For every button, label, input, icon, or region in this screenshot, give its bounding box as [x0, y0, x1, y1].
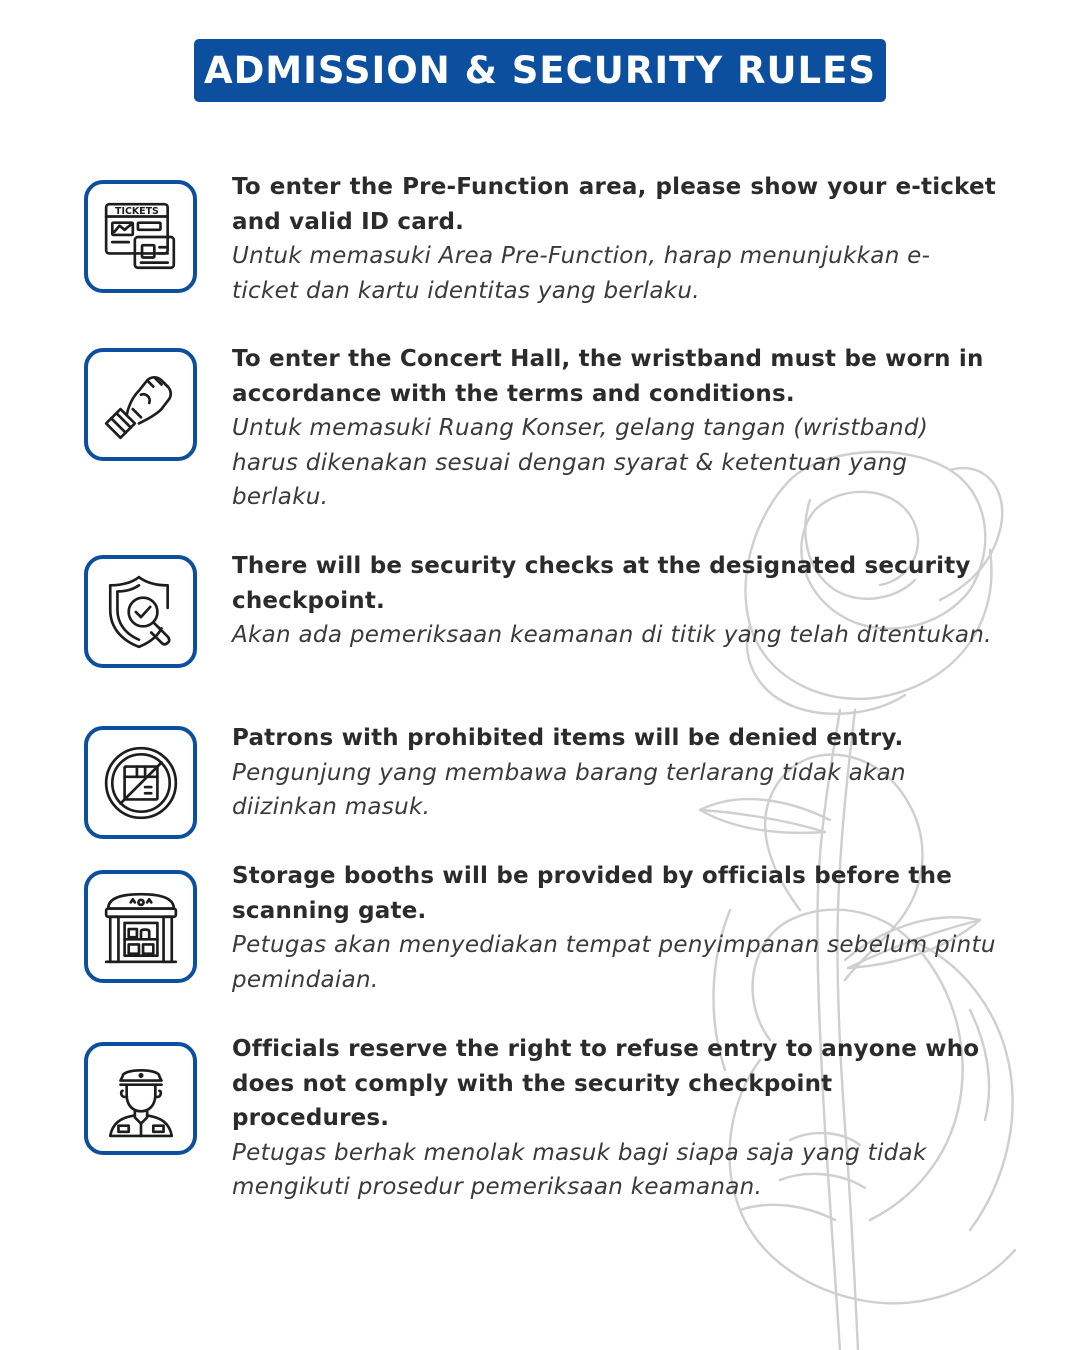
rule-text-english: Patrons with prohibited items will be denied entry.: [232, 725, 904, 751]
rule-text: [232, 1032, 996, 1205]
rule-icon-frame: [84, 555, 197, 668]
rule-text-english: To enter the Pre-Function area, please show your e-ticket and valid ID card.: [232, 174, 996, 235]
security-shield-check-icon: [100, 571, 182, 653]
rule-text-english: Officials reserve the right to refuse entry to anyone who does not comply with the security checkpoint procedures.: [232, 1036, 980, 1131]
rule-icon-frame: [84, 726, 197, 839]
rule-text-english: Storage booths will be provided by officials before the scanning gate.: [232, 863, 952, 924]
rule-text: [232, 549, 996, 653]
rule-text-indonesian: Pengunjung yang membawa barang terlarang tidak akan diizinkan masuk.: [232, 759, 906, 820]
svg-text:TICKETS: TICKETS: [114, 205, 159, 217]
title-banner: [194, 39, 886, 102]
rule-icon-frame: [84, 870, 197, 983]
security-officer-icon: [100, 1058, 182, 1140]
rule-text-english: To enter the Concert Hall, the wristband must be worn in accordance with the terms and conditions.: [232, 346, 984, 407]
rule-text-indonesian: Untuk memasuki Area Pre-Function, harap menunjukkan e-ticket dan kartu identitas yang berlaku.: [232, 243, 931, 304]
wristband-fist-icon: [100, 364, 182, 446]
rule-text-indonesian: Petugas akan menyediakan tempat penyimpanan sebelum pintu pemindaian.: [232, 932, 996, 993]
page-title: ADMISSION & SECURITY RULES: [203, 49, 877, 92]
rule-text-indonesian: Petugas berhak menolak masuk bagi siapa saja yang tidak mengikuti prosedur pemeriksaan keamanan.: [232, 1139, 927, 1200]
storage-booth-icon: [100, 886, 182, 968]
rule-text-indonesian: Untuk memasuki Ruang Konser, gelang tangan (wristband) harus dikenakan sesuai dengan syarat & ketentuan yang berlaku.: [232, 415, 929, 510]
rule-text: [232, 170, 996, 308]
prohibited-items-icon: [100, 742, 182, 824]
rule-icon-frame: [84, 1042, 197, 1155]
rule-text-indonesian: Akan ada pemeriksaan keamanan di titik yang telah ditentukan.: [232, 622, 992, 648]
rule-icon-frame: [84, 180, 197, 293]
tickets-icon: [100, 196, 182, 278]
rule-text: [232, 859, 996, 997]
rule-text: [232, 342, 996, 515]
rule-icon-frame: [84, 348, 197, 461]
rule-text: [232, 721, 996, 825]
rule-text-english: There will be security checks at the designated security checkpoint.: [232, 553, 971, 614]
